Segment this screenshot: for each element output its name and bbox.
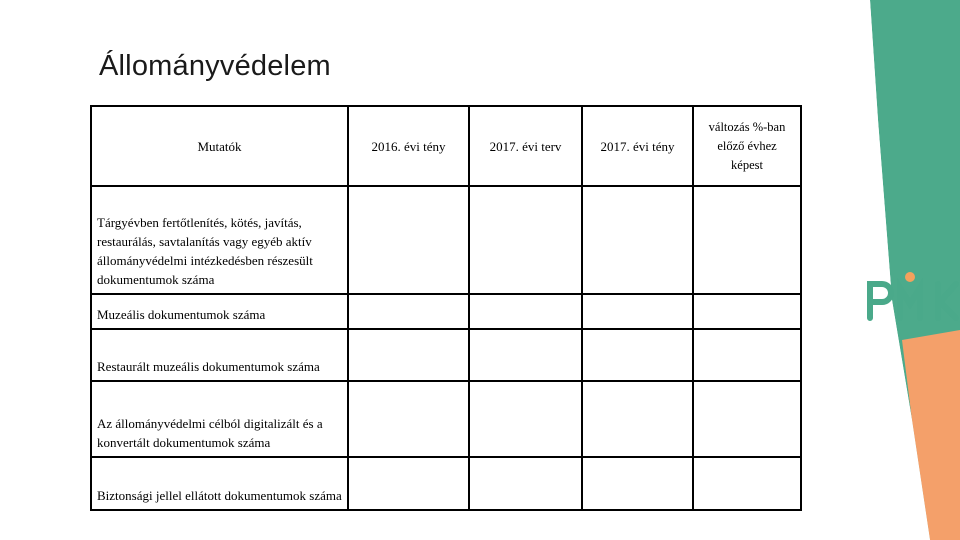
table-row	[91, 294, 801, 329]
row-label: Az állományvédelmi célból digitalizált és a konvertált dokumentumok száma	[91, 381, 348, 457]
table-row	[91, 329, 801, 381]
table-cell	[469, 329, 582, 381]
logo-accent-dot	[905, 272, 915, 282]
logo-letters	[870, 284, 956, 318]
table-cell	[693, 457, 801, 510]
data-table	[90, 105, 802, 511]
page-title: Állományvédelem	[99, 50, 331, 82]
table-row	[91, 457, 801, 510]
table-cell	[469, 457, 582, 510]
table-cell	[469, 381, 582, 457]
table-cell	[582, 329, 693, 381]
header-cell: változás %-ban előző évhez képest	[693, 106, 801, 186]
table-cell	[348, 381, 469, 457]
pmk-logo	[864, 268, 960, 326]
row-label: Biztonsági jellel ellátott dokumentumok száma	[91, 457, 348, 510]
table-cell	[582, 186, 693, 294]
table-cell	[469, 186, 582, 294]
table-cell	[582, 457, 693, 510]
table-cell	[693, 381, 801, 457]
table-row	[91, 381, 801, 457]
table-cell	[693, 329, 801, 381]
table-cell	[348, 457, 469, 510]
row-label: Restaurált muzeális dokumentumok száma	[91, 329, 348, 381]
table-cell	[348, 329, 469, 381]
table-cell	[348, 294, 469, 329]
table-cell	[693, 186, 801, 294]
header-cell: 2017. évi terv	[469, 106, 582, 186]
table-cell	[582, 381, 693, 457]
table-cell	[469, 294, 582, 329]
table-header-row	[91, 106, 801, 186]
table-row	[91, 186, 801, 294]
header-cell: 2016. évi tény	[348, 106, 469, 186]
header-cell: 2017. évi tény	[582, 106, 693, 186]
table-cell	[693, 294, 801, 329]
table-cell	[348, 186, 469, 294]
header-cell: Mutatók	[91, 106, 348, 186]
row-label: Muzeális dokumentumok száma	[91, 294, 348, 329]
row-label: Tárgyévben fertőtlenítés, kötés, javítás, restaurálás, savtalanítás vagy egyéb aktív állományvédelmi intézkedésben részesült dokumentumok száma	[91, 186, 348, 294]
table-cell	[582, 294, 693, 329]
